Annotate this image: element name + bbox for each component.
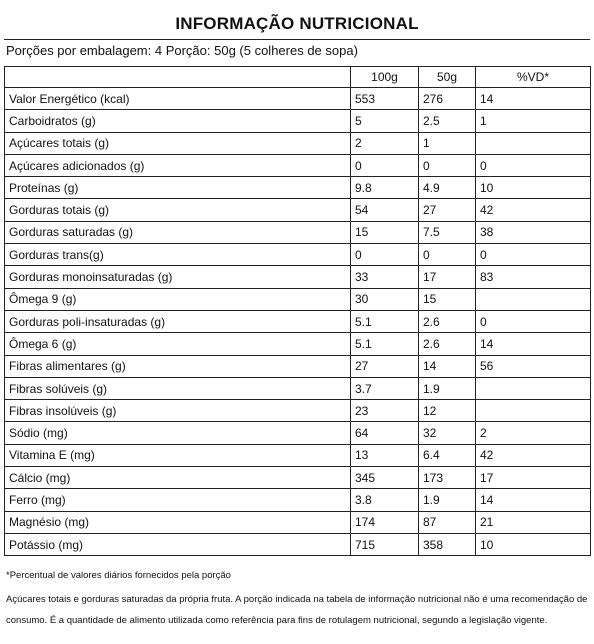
- value-100g: 30: [351, 288, 419, 310]
- value-vd: [476, 400, 591, 422]
- value-50g: 15: [419, 288, 476, 310]
- table-row: [5, 355, 591, 377]
- value-100g: 33: [351, 266, 419, 288]
- row-label: Sódio (mg): [5, 422, 351, 444]
- table-body: [5, 88, 591, 556]
- table-row: [5, 199, 591, 221]
- value-100g: 5: [351, 110, 419, 132]
- table-row: [5, 154, 591, 176]
- row-label: Proteínas (g): [5, 177, 351, 199]
- value-vd: 1: [476, 110, 591, 132]
- table-row: [5, 132, 591, 154]
- row-label: Vitamina E (mg): [5, 444, 351, 466]
- value-vd: 14: [476, 489, 591, 511]
- table-row: [5, 310, 591, 332]
- table-row: [5, 467, 591, 489]
- value-50g: 0: [419, 154, 476, 176]
- value-100g: 345: [351, 467, 419, 489]
- value-50g: 17: [419, 266, 476, 288]
- value-100g: 0: [351, 244, 419, 266]
- value-50g: 1.9: [419, 489, 476, 511]
- table-row: [5, 489, 591, 511]
- value-50g: 2.6: [419, 310, 476, 332]
- table-row: [5, 288, 591, 310]
- title-divider: [4, 39, 590, 40]
- row-label: Ferro (mg): [5, 489, 351, 511]
- table-header-row: [5, 67, 591, 88]
- value-100g: 0: [351, 154, 419, 176]
- nutrition-table: [4, 66, 591, 556]
- value-50g: 0: [419, 244, 476, 266]
- header-50g: 50g: [419, 67, 476, 88]
- value-50g: 2.6: [419, 333, 476, 355]
- value-100g: 3.8: [351, 489, 419, 511]
- header-100g: 100g: [351, 67, 419, 88]
- table-row: [5, 266, 591, 288]
- row-label: Fibras alimentares (g): [5, 355, 351, 377]
- row-label: Açúcares adicionados (g): [5, 154, 351, 176]
- value-100g: 5.1: [351, 310, 419, 332]
- value-100g: 13: [351, 444, 419, 466]
- row-label: Gorduras trans(g): [5, 244, 351, 266]
- table-row: [5, 511, 591, 533]
- table-row: [5, 177, 591, 199]
- value-vd: 14: [476, 88, 591, 110]
- value-vd: 56: [476, 355, 591, 377]
- header-label: [5, 67, 351, 88]
- value-100g: 715: [351, 533, 419, 555]
- value-50g: 6.4: [419, 444, 476, 466]
- value-50g: 4.9: [419, 177, 476, 199]
- row-label: Carboidratos (g): [5, 110, 351, 132]
- value-100g: 27: [351, 355, 419, 377]
- table-row: [5, 533, 591, 555]
- value-100g: 3.7: [351, 377, 419, 399]
- row-label: Fibras insolúveis (g): [5, 400, 351, 422]
- table-row: [5, 444, 591, 466]
- value-100g: 553: [351, 88, 419, 110]
- value-vd: 0: [476, 244, 591, 266]
- value-50g: 32: [419, 422, 476, 444]
- value-100g: 2: [351, 132, 419, 154]
- table-row: [5, 110, 591, 132]
- value-vd: 83: [476, 266, 591, 288]
- value-vd: 0: [476, 310, 591, 332]
- row-label: Magnésio (mg): [5, 511, 351, 533]
- value-50g: 1.9: [419, 377, 476, 399]
- value-100g: 23: [351, 400, 419, 422]
- value-vd: 42: [476, 199, 591, 221]
- value-vd: 21: [476, 511, 591, 533]
- value-vd: [476, 288, 591, 310]
- value-vd: 38: [476, 221, 591, 243]
- page-title: INFORMAÇÃO NUTRICIONAL: [175, 14, 419, 33]
- value-50g: 14: [419, 355, 476, 377]
- value-vd: 0: [476, 154, 591, 176]
- table-row: [5, 244, 591, 266]
- value-vd: 17: [476, 467, 591, 489]
- row-label: Gorduras totais (g): [5, 199, 351, 221]
- table-row: [5, 377, 591, 399]
- footnote-legal: Açúcares totais e gorduras saturadas da própria fruta. A porção indicada na tabela de informação nutricional não é uma recomendação de consumo. É a quantidade de alimento utilizada como referência para fins de rotulagem nutricional, segundo a legislação vigente.: [6, 594, 588, 626]
- value-100g: 9.8: [351, 177, 419, 199]
- row-label: Ômega 9 (g): [5, 288, 351, 310]
- row-label: Potássio (mg): [5, 533, 351, 555]
- footnote-vd: *Percentual de valores diários fornecidos pela porção: [6, 570, 231, 581]
- table-row: [5, 333, 591, 355]
- row-label: Gorduras poli-insaturadas (g): [5, 310, 351, 332]
- header-vd: %VD*: [476, 67, 591, 88]
- value-50g: 12: [419, 400, 476, 422]
- value-100g: 5.1: [351, 333, 419, 355]
- value-50g: 173: [419, 467, 476, 489]
- value-50g: 27: [419, 199, 476, 221]
- value-50g: 1: [419, 132, 476, 154]
- value-vd: 14: [476, 333, 591, 355]
- row-label: Gorduras saturadas (g): [5, 221, 351, 243]
- value-50g: 276: [419, 88, 476, 110]
- row-label: Valor Energético (kcal): [5, 88, 351, 110]
- value-vd: 2: [476, 422, 591, 444]
- value-50g: 2.5: [419, 110, 476, 132]
- value-50g: 7.5: [419, 221, 476, 243]
- row-label: Açúcares totais (g): [5, 132, 351, 154]
- value-100g: 54: [351, 199, 419, 221]
- row-label: Gorduras monoinsaturadas (g): [5, 266, 351, 288]
- row-label: Ômega 6 (g): [5, 333, 351, 355]
- value-vd: [476, 132, 591, 154]
- value-50g: 87: [419, 511, 476, 533]
- row-label: Fibras solúveis (g): [5, 377, 351, 399]
- value-vd: 42: [476, 444, 591, 466]
- value-vd: 10: [476, 533, 591, 555]
- table-row: [5, 422, 591, 444]
- value-50g: 358: [419, 533, 476, 555]
- row-label: Cálcio (mg): [5, 467, 351, 489]
- table-row: [5, 400, 591, 422]
- serving-info: Porções por embalagem: 4 Porção: 50g (5 colheres de sopa): [6, 43, 358, 58]
- value-vd: 10: [476, 177, 591, 199]
- value-100g: 174: [351, 511, 419, 533]
- table-row: [5, 221, 591, 243]
- value-100g: 15: [351, 221, 419, 243]
- table-row: [5, 88, 591, 110]
- value-100g: 64: [351, 422, 419, 444]
- value-vd: [476, 377, 591, 399]
